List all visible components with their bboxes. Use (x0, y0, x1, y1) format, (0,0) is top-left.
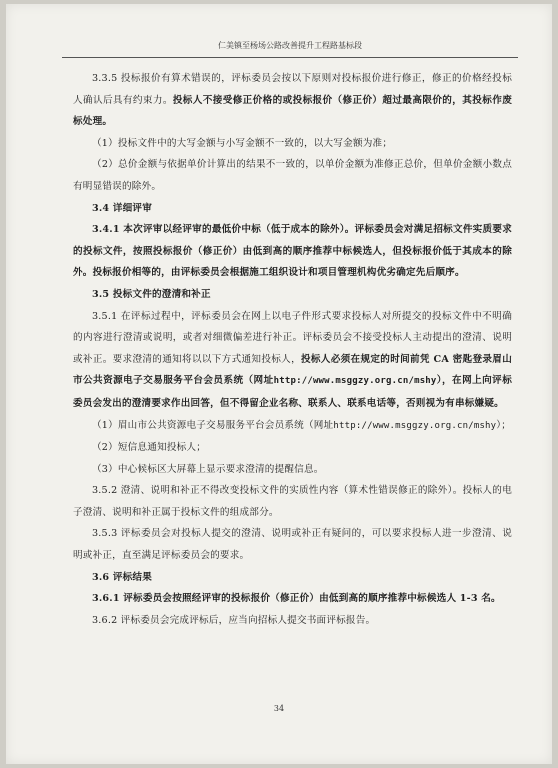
paragraph-3-3-5-item-2: （2）总价金额与依据单价计算出的结果不一致的，以单价金额为准修正总价，但单价金额小数点有明显错误的除外。 (73, 159, 512, 192)
paragraph-3-5-1-item-1 (73, 415, 512, 438)
paragraph-3-6-2: 3.6.2 评标委员会完成评标后，应当向招标人提交书面评标报告。 (92, 614, 376, 626)
paragraph-3-3-5 (73, 68, 512, 133)
paragraph-3-5-1 (73, 306, 512, 415)
section-heading-3-4: 3.4 详细评审 (92, 202, 153, 214)
paragraph-3-6-1: 3.6.1 评标委员会按照经评审的投标报价（修正价）由低到高的顺序推荐中标候选人 1-3 名。 (92, 593, 501, 605)
paragraph-3-3-5-text: 3.3.5 投标报价有算术错误的，评标委员会按以下原则对投标报价进行修正，修正的价格经投标人确认后具有约束力。 (73, 73, 512, 106)
paragraph-3-5-1-text: 3.5.1 在评标过程中，评标委员会在网上以电子件形式要求投标人对所提交的投标文件中不明确的内容进行澄清或说明，或者对细微偏差进行补正。评标委员会不接受投标人主动提出的澄清、说明或补正。要求澄清的通知将以以下方式通知投标人， (73, 310, 512, 365)
page-header: 仁美镇至杨场公路改善提升工程路基标段 (62, 40, 518, 58)
document-page (6, 4, 552, 764)
paragraph-3-3-5-bold: 投标人不接受修正价格的或投标报价（修正价）超过最高限价的，其投标作废标处理。 (73, 94, 512, 128)
paragraph-3-5-1-item-2: （2）短信息通知投标人； (92, 442, 207, 454)
platform-url: http://www.msggzy.org.cn/mshy (273, 376, 437, 387)
paragraph-3-5-2: 3.5.2 澄清、说明和补正不得改变投标文件的实质性内容（算术性错误修正的除外）。投标人的电子澄清、说明和补正属于投标文件的组成部分。 (73, 485, 512, 518)
item-1-text: （1）眉山市公共资源电子交易服务平台会员系统（网址 (92, 419, 334, 431)
section-heading-3-6: 3.6 评标结果 (92, 571, 153, 583)
paragraph-3-5-1-item-3: （3）中心候标区大屏幕上显示要求澄清的提醒信息。 (92, 463, 324, 475)
paragraph-3-3-5-item-1: （1）投标文件中的大写金额与小写金额不一致的，以大写金额为准； (92, 137, 393, 149)
item-1-end: ）； (496, 419, 512, 431)
page-number: 34 (273, 704, 285, 713)
paragraph-3-5-3: 3.5.3 评标委员会对投标人提交的澄清、说明或补正有疑问的，可以要求投标人进一步澄清、说明或补正，直至满足评标委员会的要求。 (73, 528, 512, 562)
paragraph-3-4-1: 3.4.1 本次评审以经评审的最低价中标（低于成本的除外）。评标委员会对满足招标文件实质要求的投标文件，按照投标报价（修正价）由低到高的顺序推荐中标候选人，但投标报价低于其成本的除外。投标报价相等的，由评标委员会根据施工组织设计和项目管理机构优劣确定先后顺序。 (73, 224, 512, 279)
section-heading-3-5: 3.5 投标文件的澄清和补正 (92, 288, 211, 300)
paragraph-3-5-1-bold-2: ），在网上向评标委员会发出的澄清要求作出回答，但不得留企业名称、联系人、联系电话等，否则视为有串标嫌疑。 (73, 375, 512, 409)
item-1-url: http://www.msggzy.org.cn/mshy (333, 420, 497, 431)
document-body (73, 68, 512, 631)
paragraph-3-5-1-bold-1: 投标人必须在规定的时间前凭 CA 密匙登录眉山市公共资源电子交易服务平台会员系统（网址 (73, 353, 512, 387)
